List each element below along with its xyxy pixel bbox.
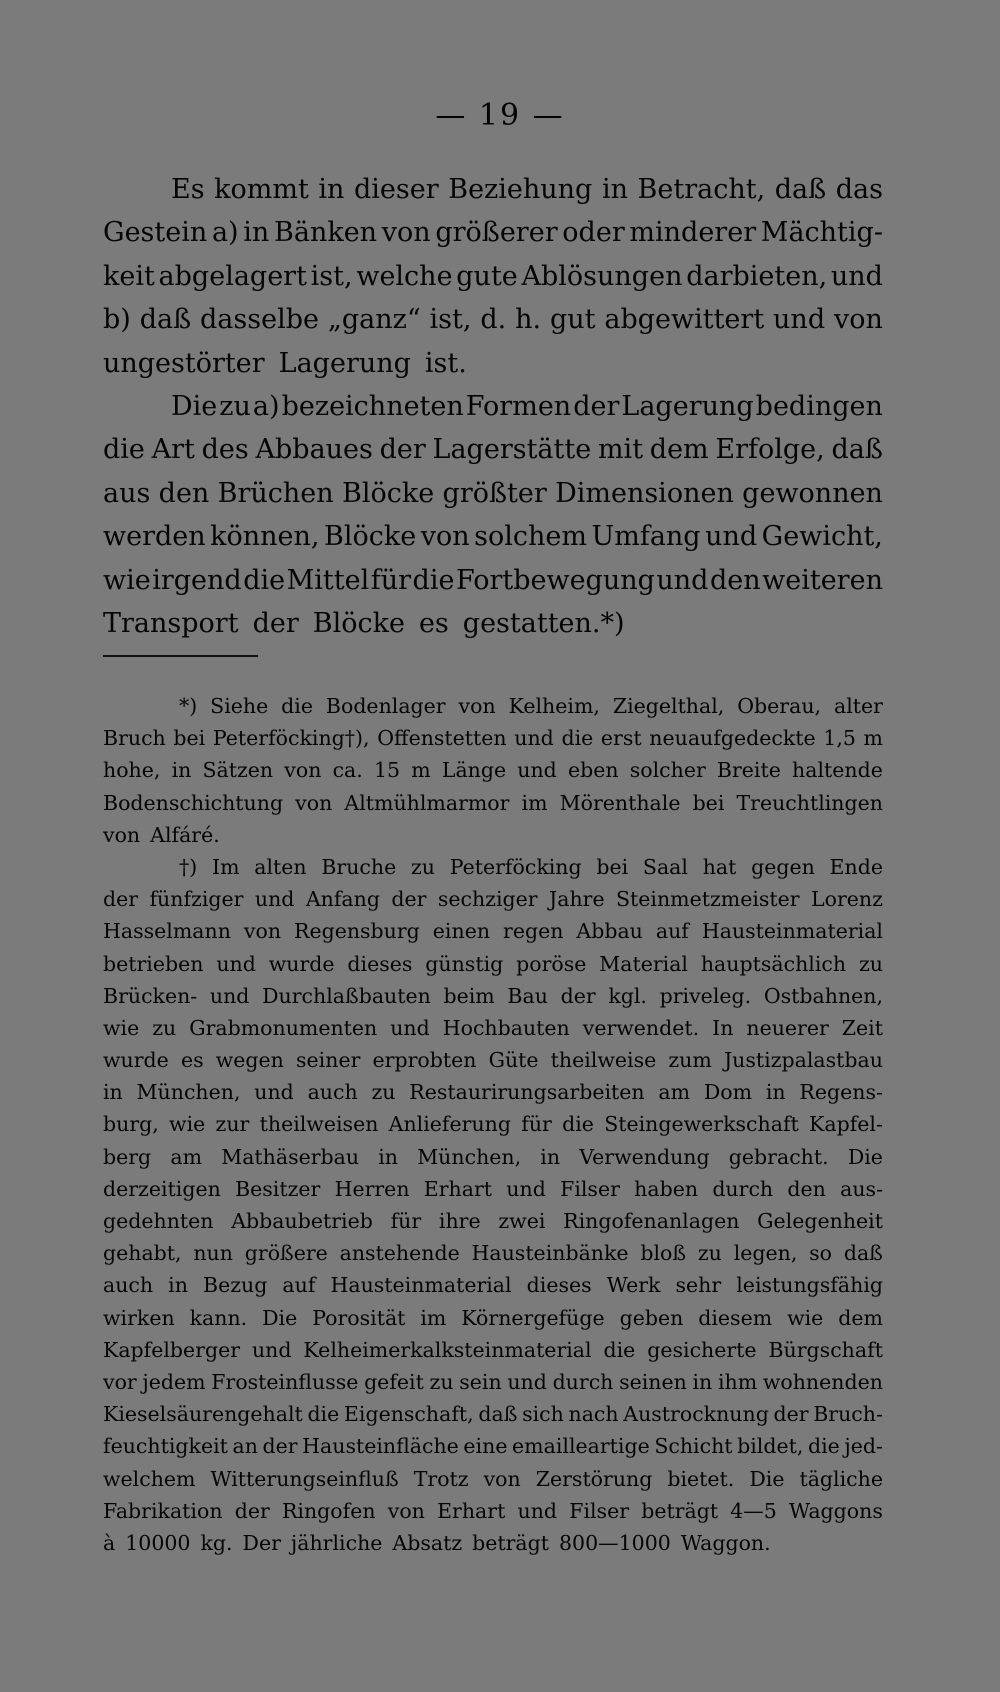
footnote-line: hohe, in Sätzen von ca. 15 m Länge und eben solcher Breite haltende xyxy=(103,758,883,783)
footnote-line: der fünfziger und Anfang der sechziger Jahre Steinmetzmeister Lorenz xyxy=(103,887,883,912)
footnote-line: wurde es wegen seiner erprobten Güte theilweise zum Justizpalastbau xyxy=(103,1048,883,1073)
footnote-line: Fabrikation der Ringofen von Erhart und Filser beträgt 4—5 Waggons xyxy=(103,1498,883,1523)
footnote-line: derzeitigen Besitzer Herren Erhart und Filser haben durch den aus- xyxy=(103,1176,883,1201)
footnote-paragraph xyxy=(103,851,883,1559)
body-paragraph xyxy=(103,168,883,385)
body-line: die Art des Abbaues der Lagerstätte mit dem Erfolge, daß xyxy=(103,434,883,466)
footnote-paragraph xyxy=(103,690,883,851)
footnote-line: welchem Witterungseinfluß Trotz von Zerstörung bietet. Die tägliche xyxy=(103,1466,883,1491)
body-line: ungestörter Lagerung ist. xyxy=(103,347,467,379)
footnote-line: Kieselsäurengehalt die Eigenschaft, daß sich nach Austrocknung der Bruch- xyxy=(103,1402,883,1427)
body-line: b) daß dasselbe „ganz“ ist, d. h. gut abgewittert und von xyxy=(103,304,883,336)
footnote-line: auch in Bezug auf Hausteinmaterial dieses Werk sehr leistungsfähig xyxy=(103,1273,883,1298)
body-line: werden können, Blöcke von solchem Umfang und Gewicht, xyxy=(103,521,883,553)
body-line: keit abgelagert ist, welche gute Ablösungen darbieten, und xyxy=(103,260,883,292)
footnote-line: gedehnten Abbaubetrieb für ihre zwei Ringofenanlagen Gelegenheit xyxy=(103,1209,883,1233)
footnote-line: feuchtigkeit an der Hausteinfläche eine emailleartige Schicht bildet, die jed- xyxy=(103,1434,883,1459)
footnote-line: berg am Mathäserbau in München, in Verwendung gebracht. Die xyxy=(103,1144,883,1169)
body-line: Die zu a) bezeichneten Formen der Lagerung bedingen xyxy=(171,390,883,422)
footnote-line: vor jedem Frosteinflusse gefeit zu sein und durch seinen in ihm wohnenden xyxy=(103,1369,883,1394)
body-paragraph xyxy=(103,385,883,645)
footnote-line: Bodenschichtung von Altmühlmarmor im Mörenthale bei Treuchtlingen xyxy=(103,790,883,815)
body-line: Es kommt in dieser Beziehung in Betracht, daß das xyxy=(171,174,883,205)
body-line: wie irgend die Mittel für die Fortbewegung und den weiteren xyxy=(103,564,883,596)
footnote-line: gehabt, nun größere anstehende Hausteinbänke bloß zu legen, so daß xyxy=(103,1241,883,1266)
footnote-line: wirken kann. Die Porosität im Körnergefüge geben diesem wie dem xyxy=(103,1305,883,1330)
main-text xyxy=(103,168,883,645)
footnote-line: burg, wie zur theilweisen Anlieferung für die Steingewerkschaft Kapfel- xyxy=(103,1112,883,1137)
footnote-line: à 10000 kg. Der jährliche Absatz beträgt 800—1000 Waggon. xyxy=(103,1530,771,1555)
footnote-line: wie zu Grabmonumenten und Hochbauten verwendet. In neuerer Zeit xyxy=(103,1015,883,1040)
footnote-line: Bruch bei Peterföcking†), Offenstetten und die erst neuaufgedeckte 1,5 m xyxy=(103,726,883,751)
footnote-separator xyxy=(103,655,258,657)
body-line: aus den Brüchen Blöcke größter Dimensionen gewonnen xyxy=(103,477,883,509)
footnote-line: Kapfelberger und Kelheimerkalksteinmaterial die gesicherte Bürgschaft xyxy=(103,1337,883,1362)
body-line: Transport der Blöcke es gestatten.*) xyxy=(103,607,625,639)
footnote-line: †) Im alten Bruche zu Peterföcking bei Saal hat gegen Ende xyxy=(179,854,883,879)
footnote-line: Hasselmann von Regensburg einen regen Abbau auf Hausteinmaterial xyxy=(103,919,883,944)
footnote-line: von Alfáré. xyxy=(103,822,220,847)
body-line: Gestein a) in Bänken von größerer oder minderer Mächtig- xyxy=(103,217,883,249)
footnote-line: Brücken- und Durchlaßbauten beim Bau der kgl. priveleg. Ostbahnen, xyxy=(103,983,883,1008)
footnotes xyxy=(103,690,883,1559)
footnote-line: in München, und auch zu Restaurirungsarbeiten am Dom in Regens- xyxy=(103,1080,883,1105)
footnote-line: *) Siehe die Bodenlager von Kelheim, Ziegelthal, Oberau, alter xyxy=(179,694,883,718)
page-number: — 19 — xyxy=(435,98,565,133)
footnote-line: betrieben und wurde dieses günstig poröse Material hauptsächlich zu xyxy=(103,951,883,976)
